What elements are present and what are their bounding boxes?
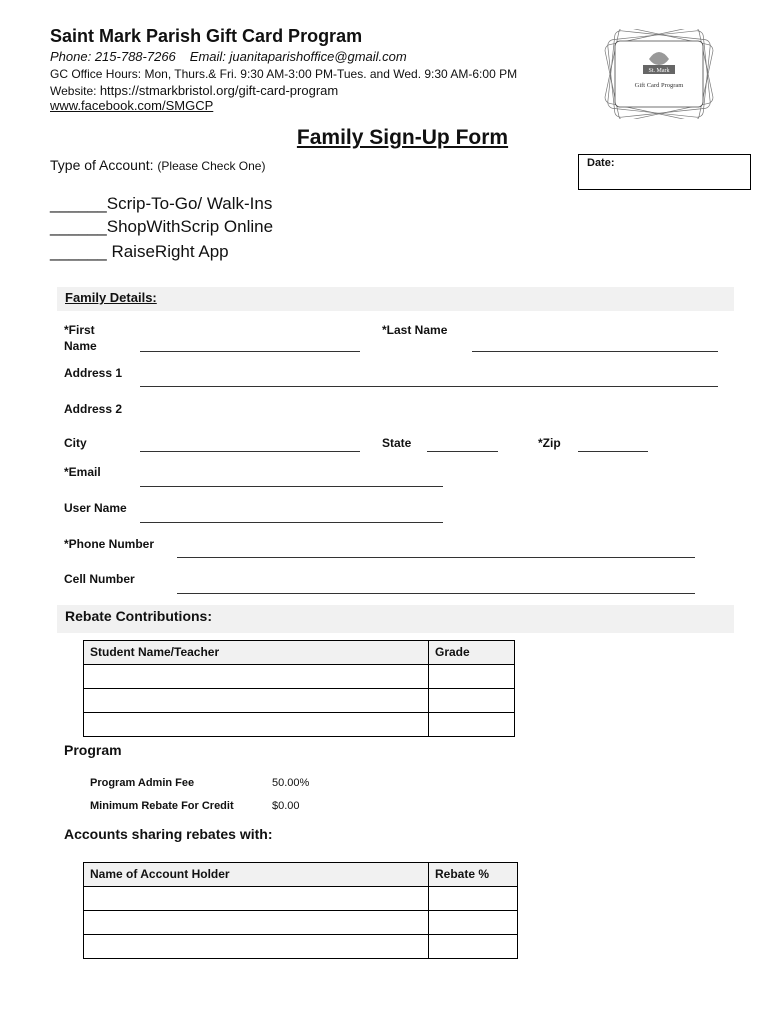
table-header-row [84,641,515,665]
account-holder-cell[interactable] [84,911,429,935]
account-holder-cell[interactable] [84,887,429,911]
zip-input[interactable] [578,451,648,452]
account-type-note: (Please Check One) [157,159,266,173]
account-type-heading: Type of Account: [50,157,154,173]
gift-card-logo [603,29,715,119]
account-holder-column-header: Name of Account Holder [84,863,429,887]
last-name-input[interactable] [472,351,718,352]
phone-text: Phone: 215-788-7266 [50,49,176,64]
rebate-contributions-title: Rebate Contributions: [65,608,212,624]
city-input[interactable] [140,451,360,452]
phone-label: *Phone Number [64,537,155,551]
address2-label: Address 2 [64,402,123,416]
website-line [50,83,338,98]
option-scrip-to-go[interactable]: ______Scrip-To-Go/ Walk-Ins [50,194,273,213]
website-label: Website: [50,84,97,98]
city-label: City [64,436,87,450]
account-holder-cell[interactable] [84,935,429,959]
rebate-percent-column-header: Rebate % [429,863,518,887]
table-row [84,911,518,935]
student-column-header: Student Name/Teacher [84,641,429,665]
accounts-sharing-title: Accounts sharing rebates with: [64,826,273,842]
rebate-percent-cell[interactable] [429,887,518,911]
min-rebate-label: Minimum Rebate For Credit [90,800,234,812]
admin-fee-label: Program Admin Fee [90,777,195,789]
address1-input[interactable] [140,386,718,387]
table-row [84,665,515,689]
grade-cell[interactable] [429,713,515,737]
form-title: Family Sign-Up Form [296,126,509,149]
first-name-label [64,323,97,353]
table-header-row [84,863,518,887]
website-link[interactable]: https://stmarkbristol.org/gift-card-program [99,83,339,98]
office-hours: GC Office Hours: Mon, Thurs.& Fri. 9:30 AM-3:00 PM-Tues. and Wed. 9:30 AM-6:00 PM [50,67,518,81]
account-type-label [50,157,265,173]
email-label: *Email [64,465,101,479]
logo-line-2: Gift Card Program [634,82,684,89]
student-cell[interactable] [84,665,429,689]
first-name-input[interactable] [140,351,360,352]
state-label: State [382,436,412,450]
program-title: Program [64,742,122,758]
facebook-link[interactable]: www.facebook.com/SMGCP [50,98,214,113]
last-name-label: *Last Name [382,323,448,337]
contact-line [50,49,407,64]
grade-cell[interactable] [429,665,515,689]
email-input[interactable] [140,486,443,487]
user-name-input[interactable] [140,522,443,523]
table-row [84,713,515,737]
rebate-percent-cell[interactable] [429,935,518,959]
option-raiseright-app[interactable]: ______ RaiseRight App [50,242,229,261]
rebate-percent-cell[interactable] [429,911,518,935]
min-rebate-value: $0.00 [272,800,300,812]
table-row [84,689,515,713]
table-row [84,935,518,959]
phone-input[interactable] [177,557,695,558]
logo-line-1: St. Mark [648,68,670,74]
date-field[interactable] [578,154,751,190]
student-cell[interactable] [84,713,429,737]
table-row [84,887,518,911]
student-cell[interactable] [84,689,429,713]
admin-fee-value: 50.00% [272,777,310,789]
address1-label: Address 1 [64,366,123,380]
user-name-label: User Name [64,501,127,515]
accounts-sharing-table [83,862,518,959]
first-name-label-line2: Name [64,339,97,353]
rebate-contributions-header [57,605,734,633]
rebate-table [83,640,515,737]
grade-column-header: Grade [429,641,515,665]
cell-label: Cell Number [64,572,135,586]
org-title: Saint Mark Parish Gift Card Program [50,26,363,46]
state-input[interactable] [427,451,498,452]
grade-cell[interactable] [429,689,515,713]
zip-label: *Zip [538,436,561,450]
first-name-label-line1: *First [64,323,95,337]
family-details-header [57,287,734,311]
family-details-title: Family Details: [65,290,157,305]
email-text[interactable]: Email: juanitaparishoffice@gmail.com [189,49,407,64]
cell-input[interactable] [177,593,695,594]
date-label: Date: [587,157,615,169]
option-shopwithscrip-online[interactable]: ______ShopWithScrip Online [50,217,274,236]
